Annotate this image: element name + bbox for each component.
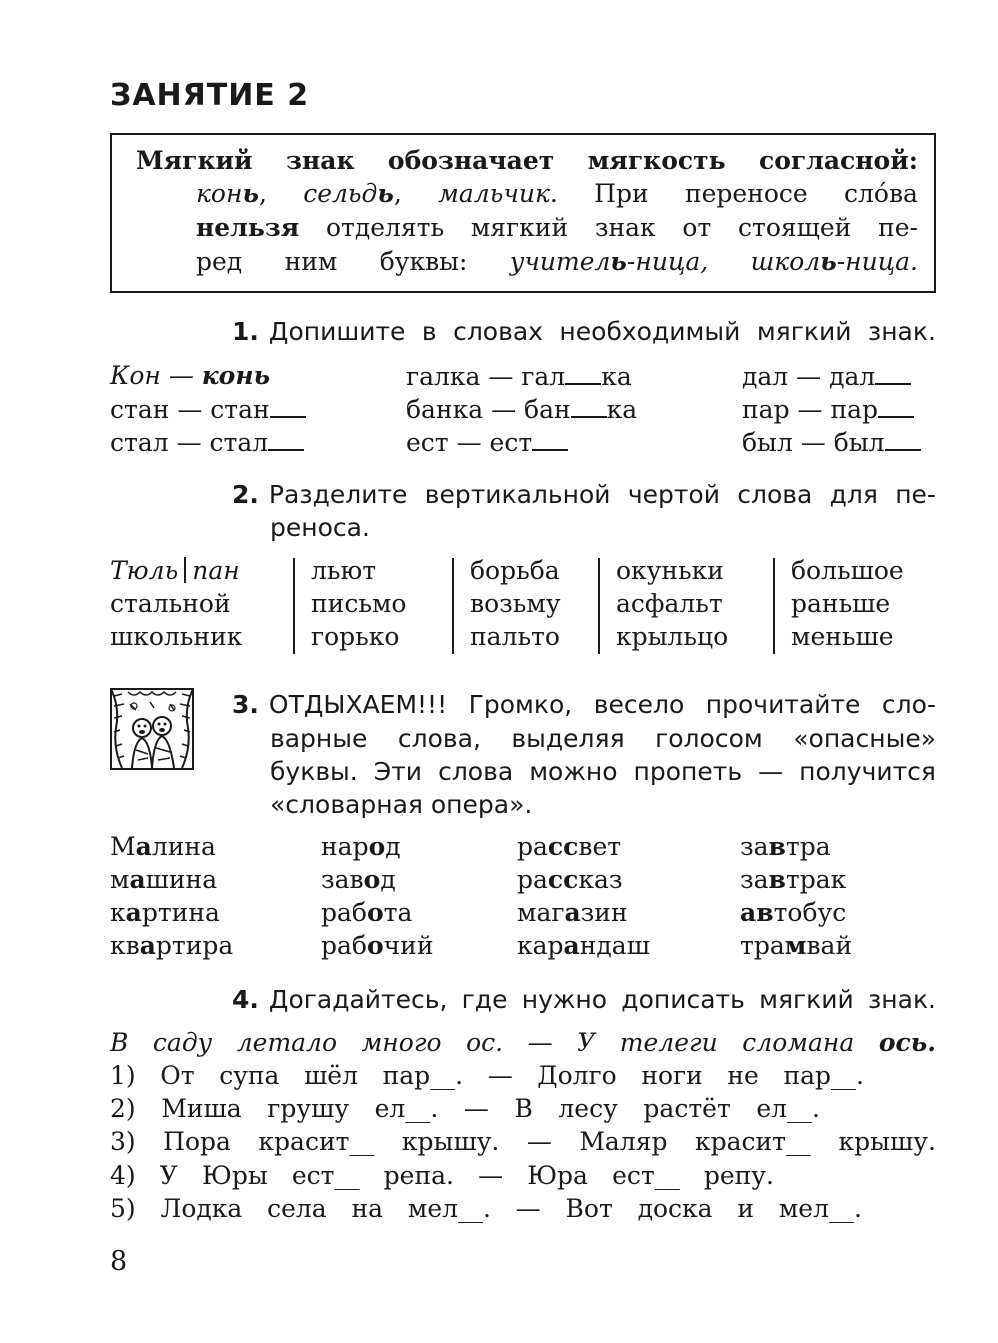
rule-word: знак	[594, 213, 656, 242]
task-1-item: пар — пар	[742, 394, 914, 424]
dictionary-word: трамвай	[740, 931, 853, 960]
rule-word: стоящей	[737, 213, 852, 242]
rule-word: обозначает	[387, 146, 555, 175]
task-1-item: галка — гал ка	[406, 362, 632, 391]
dictionary-word: Малина	[110, 832, 216, 861]
task-3-heading: 3. ОТДЫХАЕМ!!! Громко, весело прочитайте сло-	[232, 690, 936, 719]
task-4-sentence: 2) Миша грушу ел__. — В лесу растёт ел__.	[110, 1094, 820, 1123]
task-2-word: льют	[311, 556, 377, 585]
rule-word: ним	[284, 247, 338, 276]
rule-line-3	[196, 213, 918, 242]
rule-example-word: конь,	[196, 179, 267, 208]
rule-word: сло́ва	[844, 179, 918, 208]
task-2-word: окуньки	[616, 556, 724, 585]
rule-example-word: учитель-ница,	[509, 247, 709, 276]
task-1-heading: 1. Допишите в словах необходимый мягкий знак.	[232, 317, 936, 346]
task-4-heading: 4. Догадайтесь, где нужно дописать мягкий знак.	[232, 985, 936, 1014]
rule-word: пе-	[878, 213, 918, 242]
task-2-word: борьба	[470, 556, 560, 585]
task-4-sentence: 3) Пора красит__ крышу. — Маляр красит__ крышу.	[110, 1127, 936, 1156]
task-1-item: дал — дал	[742, 361, 911, 391]
dictionary-word: работа	[321, 898, 413, 927]
lesson-title: ЗАНЯТИЕ 2	[110, 78, 310, 113]
rule-word: буквы:	[379, 247, 468, 276]
task-number: 4.	[232, 985, 259, 1014]
dictionary-word: народ	[321, 832, 401, 861]
dictionary-word: рабочий	[321, 931, 434, 960]
rule-word: мягкий	[470, 213, 569, 242]
task-1-item: стан — стан	[110, 394, 306, 424]
task-4-sentence: 1) От супа шёл пар__. — Долго ноги не пар__.	[110, 1061, 864, 1090]
dictionary-word: карандаш	[517, 931, 650, 960]
rule-word: Мягкий	[136, 146, 253, 175]
column-divider	[773, 558, 775, 654]
task-3-heading-cont: варные слова, выделяя голосом «опасные»	[270, 724, 936, 753]
rule-word: согласной:	[758, 146, 918, 175]
task-2-word: раньше	[791, 589, 891, 618]
task-1-item: банка — бан ка	[406, 395, 638, 424]
rule-example-word: мальчик.	[438, 179, 558, 208]
task-number: 2.	[232, 480, 259, 509]
column-divider	[452, 558, 454, 654]
dictionary-word: завтра	[740, 832, 831, 861]
rule-example-word: сельдь,	[303, 179, 402, 208]
dictionary-word: автобус	[740, 898, 847, 927]
dictionary-word: завод	[321, 865, 396, 894]
rule-word: переносе	[684, 179, 808, 208]
dictionary-word: магазин	[517, 898, 628, 927]
rule-word: При	[594, 179, 649, 208]
task-1-item: ест — ест	[406, 427, 568, 457]
task-4-example: В саду летало много ос. — У телеги сломана ось.	[110, 1028, 936, 1057]
task-2-word: письмо	[311, 589, 407, 618]
dictionary-word: машина	[110, 865, 218, 894]
task-1-item: стал — стал	[110, 427, 304, 457]
task-2-word: меньше	[791, 622, 894, 651]
rule-example-word: школь-ница.	[750, 247, 918, 276]
task-4-sentence: 5) Лодка села на мел__. — Вот доска и мел__.	[110, 1194, 862, 1223]
task-number: 1.	[232, 317, 259, 346]
task-3-heading-cont: буквы. Эти слова можно пропеть — получится	[270, 757, 936, 786]
page-number: 8	[110, 1246, 128, 1277]
dictionary-word: рассказ	[517, 865, 623, 894]
task-2-word: крыльцо	[616, 622, 729, 651]
column-divider	[293, 558, 295, 654]
task-2-word: школьник	[110, 622, 243, 651]
rule-word: от	[682, 213, 712, 242]
task-2-word: большое	[791, 556, 904, 585]
task-2-heading: 2. Разделите вертикальной чертой слова для пе-	[232, 480, 936, 509]
task-1-example: Кон — конь	[110, 361, 271, 390]
rule-bold-word: нельзя	[196, 213, 300, 242]
dictionary-word: рассвет	[517, 832, 622, 861]
dictionary-word: квартира	[110, 931, 234, 960]
task-2-word: пальто	[470, 622, 560, 651]
task-2-word: стальной	[110, 589, 231, 618]
theatre-curtain-icon	[110, 688, 194, 770]
task-2-example: Тюль пан	[110, 556, 240, 585]
task-4-sentence: 4) У Юры ест__ репа. — Юра ест__ репу.	[110, 1161, 774, 1190]
rule-word: мягкость	[587, 146, 726, 175]
rule-line-4	[196, 247, 918, 276]
rule-line-2	[196, 179, 918, 208]
dictionary-word: картина	[110, 898, 220, 927]
task-2-word: возьму	[470, 589, 561, 618]
dictionary-word: завтрак	[740, 865, 847, 894]
task-2-heading-cont: реноса.	[270, 513, 370, 542]
task-3-heading-cont: «словарная опера».	[270, 790, 533, 819]
rule-word: знак	[286, 146, 355, 175]
column-divider	[598, 558, 600, 654]
task-1-item: был — был	[742, 427, 921, 457]
task-2-word: горько	[311, 622, 400, 651]
rule-word: отделять	[325, 213, 445, 242]
task-number: 3.	[232, 690, 259, 719]
rule-word: ред	[196, 247, 243, 276]
rule-line-1	[136, 146, 918, 175]
task-2-word: асфальт	[616, 589, 723, 618]
